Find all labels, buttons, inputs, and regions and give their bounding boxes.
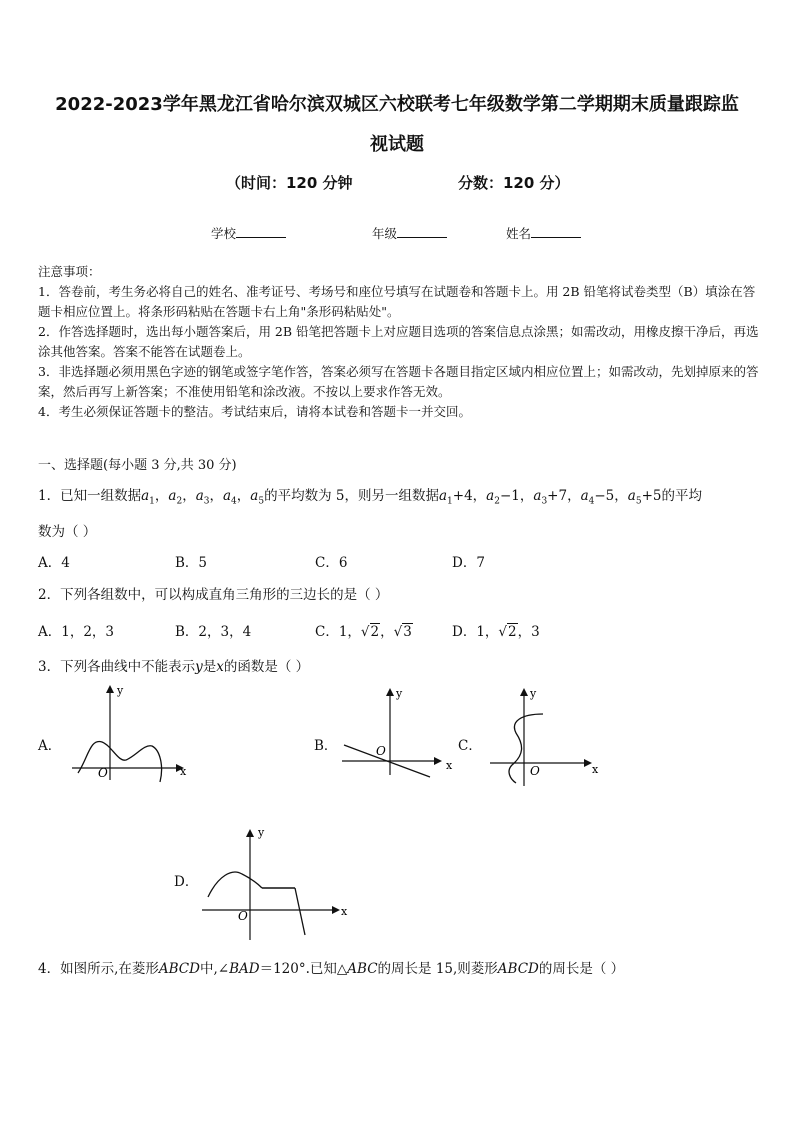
option: D．1，√2，3 [452, 624, 540, 640]
question-2: 2．下列各组数中，可以构成直角三角形的三边长的是（ ） [38, 587, 389, 603]
option: D．7 [452, 555, 485, 571]
option: A．4 [38, 555, 70, 571]
page-title: 2022-2023学年黑龙江省哈尔滨双城区六校联考七年级数学第二学期期末质量跟踪监 [55, 94, 739, 115]
axis-y-label: y [117, 684, 124, 697]
q3-text: 是 [202, 659, 217, 675]
origin-label: O [530, 764, 540, 778]
var-y: y [195, 659, 203, 675]
graph-b [336, 683, 466, 778]
notice-block [38, 262, 760, 422]
name-blank [531, 225, 581, 238]
graph-label-c: C． [458, 738, 482, 754]
option: C．6 [315, 555, 348, 571]
q1-text: 的平均 [661, 488, 702, 504]
q1-text: 已知一组数据 [60, 488, 142, 504]
radicand: 2 [370, 624, 380, 640]
option: B．2，3，4 [175, 624, 252, 640]
option: C．1，√2，√3 [315, 624, 412, 640]
q4-text: 的周长是（ ） [538, 961, 625, 977]
axis-x-label: x [341, 905, 348, 918]
radicand: 2 [508, 624, 517, 640]
name-field [506, 224, 581, 242]
origin-label: O [376, 744, 386, 758]
graph-label-d: D． [174, 874, 199, 890]
q3-text: 的函数是（ ） [223, 659, 310, 675]
graph-label-a: A． [38, 738, 62, 754]
name-label: 姓名 [506, 226, 532, 241]
grade-field [372, 224, 447, 242]
axis-x-label: x [180, 765, 187, 778]
origin-label: O [98, 766, 108, 780]
q4-text: 中,∠ [199, 961, 230, 977]
grade-blank [397, 225, 447, 238]
notice-item: 1．答卷前，考生务必将自己的姓名、准考证号、考场号和座位号填写在试题卷和答题卡上。用 2B 铅笔将试卷类型（B）填涂在答题卡相应位置上。将条形码粘贴在答题卡右上角"条形码粘贴处"。 [38, 284, 756, 319]
school-field [211, 224, 286, 242]
option-prefix: D．1， [452, 624, 499, 640]
option: A．1，2，3 [38, 624, 115, 640]
page-title-cont: 视试题 [370, 134, 424, 155]
q4-text: 4．如图所示,在菱形 [38, 961, 159, 977]
notice-heading: 注意事项： [38, 264, 101, 279]
var-x: x [216, 659, 224, 675]
time-info: （时间：120 分钟 [226, 174, 353, 192]
school-blank [236, 225, 286, 238]
notice-item: 3．非选择题必须用黑色字迹的钢笔或签字笔作答，答案必须写在答题卡各题目指定区域内相应位置上；如需改动，先划掉原来的答案，然后再写上新答案；不准使用铅笔和涂改液。不按以上要求作答无效。 [38, 364, 759, 399]
axis-x-label: x [592, 763, 599, 776]
graph-d [198, 822, 358, 942]
score-info: 分数：120 分） [458, 174, 570, 192]
axis-y-label: y [530, 687, 537, 700]
q1-text: 的平均数为 5，则另一组数据 [264, 488, 439, 504]
math-abcd: ABCD [497, 961, 539, 977]
radicand: 3 [403, 624, 412, 640]
q4-text: 的周长是 15,则菱形 [377, 961, 498, 977]
axis-y-label: y [258, 826, 265, 839]
option-suffix: ，3 [517, 624, 540, 640]
math-bad: BAD [229, 961, 260, 977]
origin-label: O [238, 909, 248, 923]
grade-label: 年级 [372, 226, 398, 241]
math-abc: ABC [347, 961, 378, 977]
question-1: 1．已知一组数据$a_1$，$a_2$，$a_3$，$a_4$，$a_5$的平均数为 5，则另一组数据$a_1+4$，$a_2-1$，$a_3+7$，$a_4-5$，$a_5+5$的平均 [38, 488, 702, 507]
q1-line2: 数为（ ） [38, 524, 97, 540]
option: B．5 [175, 555, 208, 571]
graph-c [486, 683, 611, 788]
option-prefix: C．1， [315, 624, 361, 640]
math-abcd: ABCD [158, 961, 200, 977]
graph-a [60, 680, 200, 790]
question-4 [38, 957, 624, 977]
graph-label-b: B． [314, 738, 338, 754]
section-heading: 一、选择题(每小题 3 分,共 30 分) [38, 458, 237, 473]
school-label: 学校 [211, 226, 237, 241]
axis-x-label: x [446, 759, 453, 772]
q3-text: 3．下列各曲线中不能表示 [38, 659, 196, 675]
q1-number: 1． [38, 488, 61, 504]
notice-item: 4．考生必须保证答题卡的整洁。考试结束后，请将本试卷和答题卡一并交回。 [38, 404, 471, 419]
question-3 [38, 655, 309, 675]
axis-y-label: y [396, 687, 403, 700]
q4-text: ＝120°.已知△ [259, 961, 348, 977]
notice-item: 2．作答选择题时，选出每小题答案后，用 2B 铅笔把答题卡上对应题目选项的答案信息点涂黑；如需改动，用橡皮擦干净后，再选涂其他答案。答案不能答在试题卷上。 [38, 324, 759, 359]
